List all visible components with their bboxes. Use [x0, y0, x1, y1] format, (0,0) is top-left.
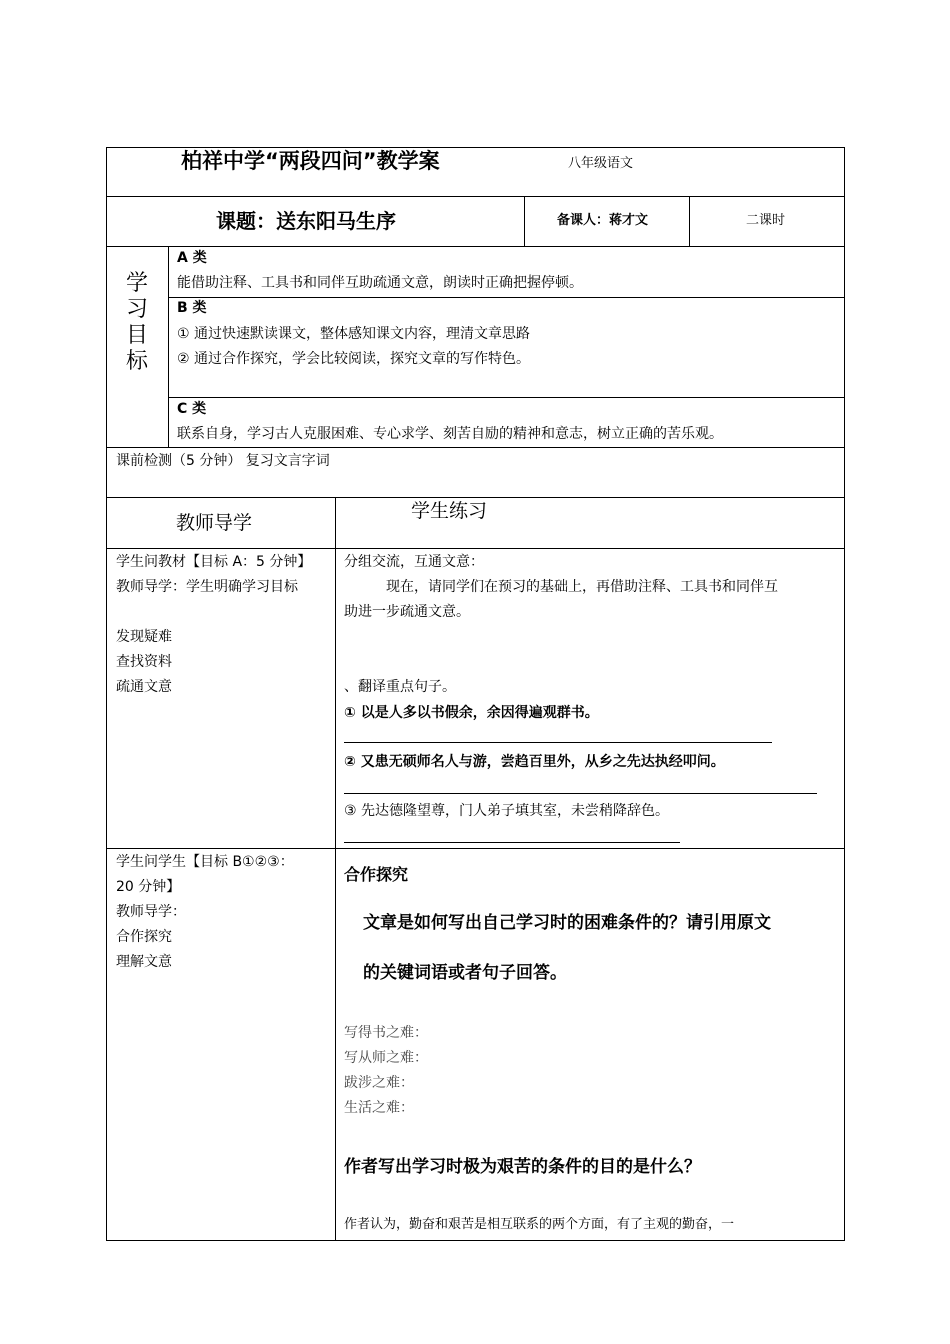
grade-subject: 八年级语文	[568, 156, 634, 171]
answer-prompt: 写得书之难：	[344, 1025, 428, 1041]
objective-c-text: 联系自身，学习古人克服困难、专心求学、刻苦自励的精神和意志，树立正确的苦乐观。	[177, 426, 723, 442]
section1-left-line: 教师导学：学生明确学习目标	[116, 579, 298, 595]
objective-a-heading: A 类	[177, 250, 207, 266]
objectives-label-char: 目	[126, 323, 149, 348]
purpose-question: 作者写出学习时极为艰苦的条件的目的是什么？	[344, 1157, 701, 1177]
objective-a-text: 能借助注释、工具书和同伴互助疏通文意，朗读时正确把握停顿。	[177, 275, 583, 291]
section1-left-line: 疏通文意	[116, 679, 172, 695]
row-divider	[106, 246, 845, 247]
section2-left-line: 20 分钟】	[116, 879, 181, 895]
section2-left-line: 教师导学：	[116, 904, 186, 920]
translate-heading: 、翻译重点句子。	[344, 679, 456, 695]
cooperative-inquiry-heading: 合作探究	[344, 865, 409, 884]
col-divider	[168, 246, 169, 448]
inquiry-question: 文章是如何写出自己学习时的困难条件的？请引用原文	[363, 913, 771, 933]
teacher-column-heading: 教师导学	[176, 512, 253, 534]
document-title: 柏祥中学“两段四问”教学案	[181, 149, 440, 173]
group-exchange-heading: 分组交流，互通文意：	[344, 554, 484, 570]
instruction-paragraph: 现在，请同学们在预习的基础上，再借助注释、工具书和同伴互	[386, 579, 778, 595]
table-border-left	[106, 147, 107, 1241]
row-divider	[168, 297, 845, 298]
instruction-paragraph: 助进一步疏通文意。	[344, 604, 470, 620]
section2-left-line: 合作探究	[116, 929, 172, 945]
col-divider	[689, 196, 690, 247]
row-divider	[106, 196, 845, 197]
key-sentence: ① 以是人多以书假余，余因得遍观群书。	[344, 705, 599, 721]
lesson-preparer: 备课人：蒋才文	[557, 213, 649, 228]
purpose-answer: 作者认为，勤奋和艰苦是相互联系的两个方面，有了主观的勤奋，一	[344, 1217, 735, 1232]
objective-b-heading: B 类	[177, 300, 207, 316]
objective-c-heading: C 类	[177, 401, 207, 417]
objectives-label-char: 学	[126, 271, 149, 296]
answer-line	[344, 742, 772, 743]
objective-b-item: ① 通过快速默读课文，整体感知课文内容，理清文章思路	[177, 326, 530, 342]
answer-prompt: 生活之难：	[344, 1100, 414, 1116]
row-divider	[168, 397, 845, 398]
answer-line	[344, 793, 817, 794]
objectives-label-char: 习	[126, 297, 149, 322]
row-divider	[106, 497, 845, 498]
lesson-topic: 课题：送东阳马生序	[216, 209, 396, 233]
answer-line	[344, 842, 680, 843]
pretest-label: 课前检测（5 分钟） 复习文言字词	[116, 453, 330, 469]
answer-prompt: 跋涉之难：	[344, 1075, 414, 1091]
answer-prompt: 写从师之难：	[344, 1050, 428, 1066]
section1-left-line: 学生问教材【目标 A：5 分钟】	[116, 554, 312, 570]
key-sentence: ③ 先达德隆望尊，门人弟子填其室，未尝稍降辞色。	[344, 803, 669, 819]
student-column-heading: 学生练习	[411, 500, 488, 522]
col-divider	[335, 497, 336, 1241]
objectives-label-char: 标	[126, 349, 149, 374]
key-sentence: ② 又患无硕师名人与游，尝趋百里外，从乡之先达执经叩问。	[344, 754, 725, 770]
lesson-periods: 二课时	[746, 213, 786, 228]
section1-left-line: 查找资料	[116, 654, 172, 670]
section1-left-line: 发现疑难	[116, 629, 172, 645]
col-divider	[524, 196, 525, 247]
inquiry-question: 的关键词语或者句子回答。	[363, 963, 567, 983]
table-border-bottom	[106, 1240, 845, 1241]
row-divider	[106, 548, 845, 549]
row-divider	[106, 447, 845, 448]
row-divider	[106, 848, 845, 849]
section2-left-line: 理解文意	[116, 954, 172, 970]
objective-b-item: ② 通过合作探究，学会比较阅读，探究文章的写作特色。	[177, 351, 530, 367]
table-border-right	[844, 147, 845, 1241]
section2-left-line: 学生问学生【目标 B①②③：	[116, 854, 294, 870]
